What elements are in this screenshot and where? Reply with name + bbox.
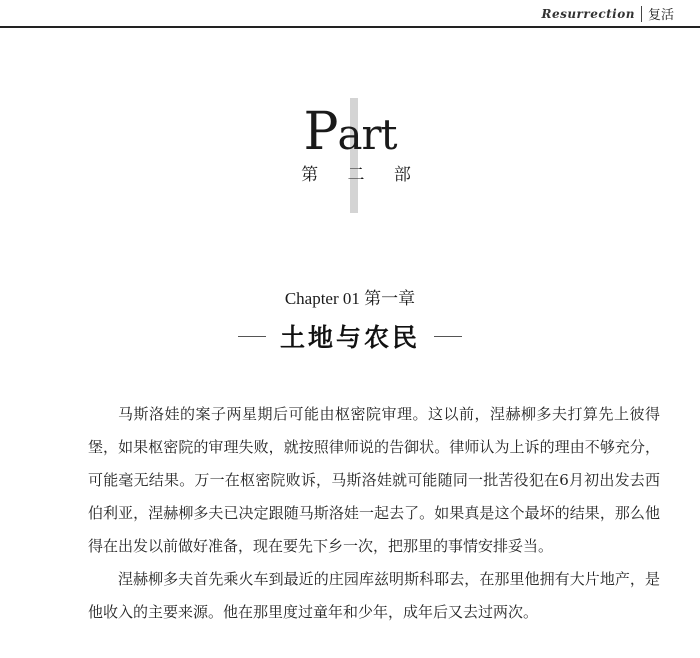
part-subtitle: 第 二 部	[301, 165, 423, 185]
header-title-zh: 复活	[647, 8, 674, 23]
chapter-title-row	[0, 318, 700, 354]
chapter-title: 土地与农民	[279, 323, 420, 352]
part-heading: Part	[303, 102, 397, 162]
paragraph-2: 涅赫柳多夫首先乘火车到最近的庄园库兹明斯科耶去，在那里他拥有大片地产，是他收入的主要来源。他在那里度过童年和少年，成年后又去过两次。	[88, 570, 660, 621]
header-separator	[641, 6, 642, 22]
header-title-en: Resurrection	[541, 6, 635, 21]
title-dash-right	[434, 336, 462, 337]
running-header	[541, 4, 674, 23]
chapter-label: Chapter 01 第一章	[284, 289, 416, 308]
header-rule	[0, 26, 700, 28]
paragraph-1: 马斯洛娃的案子两星期后可能由枢密院审理。这以前，涅赫柳多夫打算先上彼得堡，如果枢密院的审理失败，就按照律师说的告御状。律师认为上诉的理由不够充分，可能毫无结果。万一在枢密院败诉，马斯洛娃就可能随同一批苦役犯在6月初出发去西伯利亚，涅赫柳多夫已决定跟随马斯洛娃一起去了。如果真是这个最坏的结果，那么他得在出发以前做好准备，现在要先下乡一次，把那里的事情安排妥当。	[88, 405, 660, 555]
title-dash-left	[238, 336, 266, 337]
body-text	[88, 398, 660, 629]
